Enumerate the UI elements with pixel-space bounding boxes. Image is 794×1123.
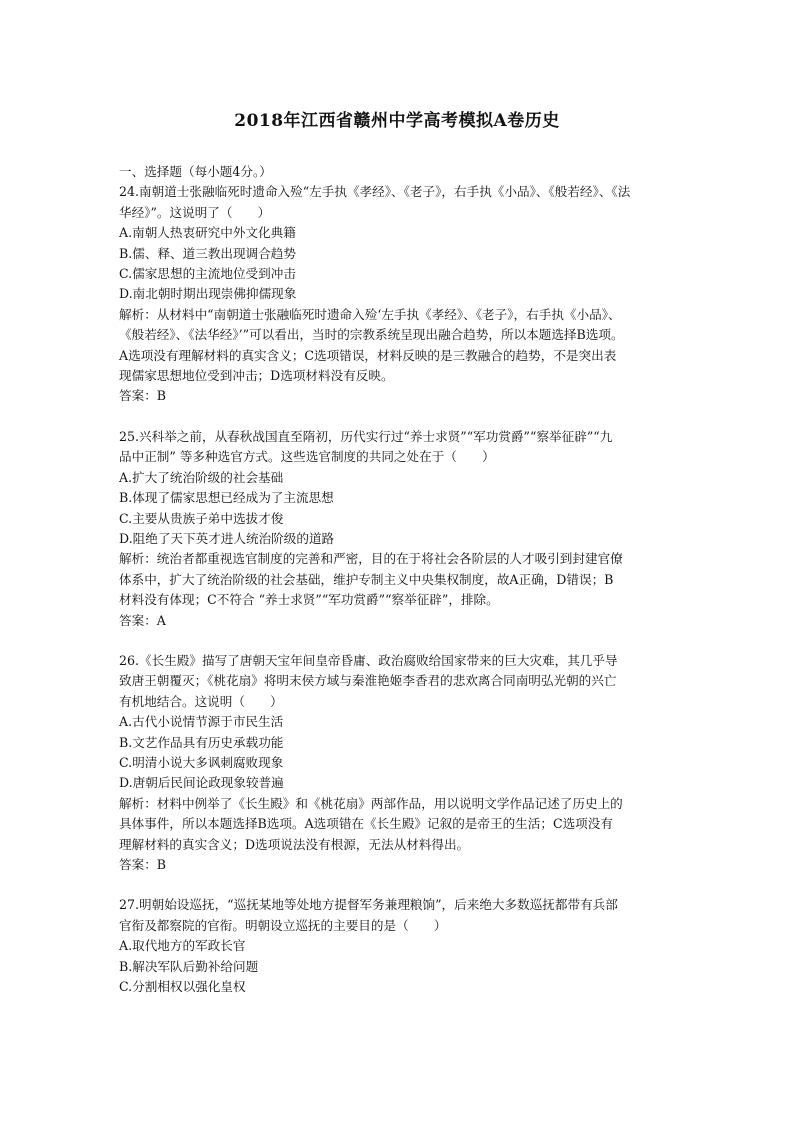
analysis-line: A选项没有理解材料的真实含义；C选项错误，材料反映的是三教融合的趋势，不是突出表 [119,347,617,363]
option-b: B.文艺作品具有历史承载功能 [119,734,284,750]
analysis-line: 解析：材料中例举了《长生殿》和《桃花扇》两部作品，用以说明文学作品记述了历史上的 [119,795,623,811]
option-c: C.主要从贵族子弟中选拔才俊 [119,510,284,526]
option-c: C.儒家思想的主流地位受到冲击 [119,266,296,282]
question-stem-line: 品中正制” 等多种选官方式。这些选官制度的共同之处在于（ ） [119,449,495,465]
question-24 [119,182,681,406]
question-stem-line: 致唐王朝覆灭；《桃花扇》将明末侯方域与秦淮艳姬李香君的悲欢离合同南明弘光朝的兴亡 [119,673,617,689]
analysis-line: 《般若经》、《法华经》’”可以看出，当时的宗教系统呈现出融合趋势，所以本题选择B选项。 [119,327,624,343]
option-b: B.解决军队后勤补给问题 [119,958,259,974]
analysis-line: 现儒家思想地位受到冲击；D选项材料没有反映。 [119,368,394,384]
option-d: D.唐朝后民间论政现象较普遍 [119,775,284,791]
option-a: A.扩大了统治阶级的社会基础 [119,469,284,485]
analysis-line: 解析：从材料中“南朝道士张融临死时遗命入殓‘左手执《孝经》、《老子》，右手执《小品》、 [119,306,621,322]
question-stem-line: 24.南朝道士张融临死时遗命入殓“左手执《孝经》、《老子》，右手执《小品》、《般若经》、《法 [119,184,631,200]
answer: 答案：B [119,857,167,872]
spacer [119,407,681,427]
question-stem-line: 有机地结合。这说明（ ） [119,693,283,709]
option-d: D.南北朝时期出现崇佛抑儒现象 [119,286,297,302]
option-a: A.南朝人热衷研究中外文化典籍 [119,225,296,241]
option-a: A.古代小说情节源于市民生活 [119,714,284,730]
question-stem-line: 官衔及都察院的官衔。明朝设立巡抚的主要目的是（ ） [119,917,447,933]
answer: 答案：A [119,612,166,628]
question-26 [119,651,681,875]
option-b: B.儒、释、道三教出现调合趋势 [119,245,296,261]
option-c: C.分割相权以强化皇权 [119,979,246,995]
question-25 [119,427,681,631]
section-heading: 一、选择题（每小题4分。） [119,164,272,179]
document-body [119,162,681,997]
analysis-line: 体系中，扩大了统治阶级的社会基础，维护专制主义中央集权制度，故A正确，D错误；B [119,571,614,587]
spacer [119,875,681,895]
analysis-line: 解析：统治者都重视选官制度的完善和严密，目的在于将社会各阶层的人才吸引到封建官僚 [119,551,623,567]
spacer [119,631,681,651]
question-stem-line: 华经》”。这说明了（ ） [119,204,271,220]
document-title: 2018年江西省赣州中学高考模拟A卷历史 [234,111,560,131]
question-stem-line: 26.《长生殿》描写了唐朝天宝年间皇帝昏庸、政治腐败给国家带来的巨大灾难，其几乎导 [119,652,618,668]
analysis-line: 材料没有体现；C不符合 “养士求贤”“军功赏爵”“察举征辟”，排除。 [119,592,499,608]
option-a: A.取代地方的军政长官 [119,938,246,954]
option-b: B.体现了儒家思想已经成为了主流思想 [119,490,334,506]
question-stem-line: 25.兴科举之前，从春秋战国直至隋初，历代实行过“养士求贤”“军功赏爵”“察举征辟”“九 [119,428,613,444]
answer: 答案：B [119,388,167,404]
analysis-line: 理解材料的真实含义；D选项说法没有根源，无法从材料得出。 [119,836,470,852]
analysis-line: 具体事件，所以本题选择B选项。A选项错在《长生殿》记叙的是帝王的生活；C选项没有 [119,816,613,832]
question-27 [119,895,681,997]
option-d: D.阻绝了天下英才进人统治阶级的道路 [119,530,335,546]
question-stem-line: 27.明朝始设巡抚，“巡抚某地等处地方提督军务兼理粮饷”，后来绝大多数巡抚都带有兵部 [119,897,618,913]
option-c: C.明清小说大多讽刺腐败现象 [119,754,284,770]
